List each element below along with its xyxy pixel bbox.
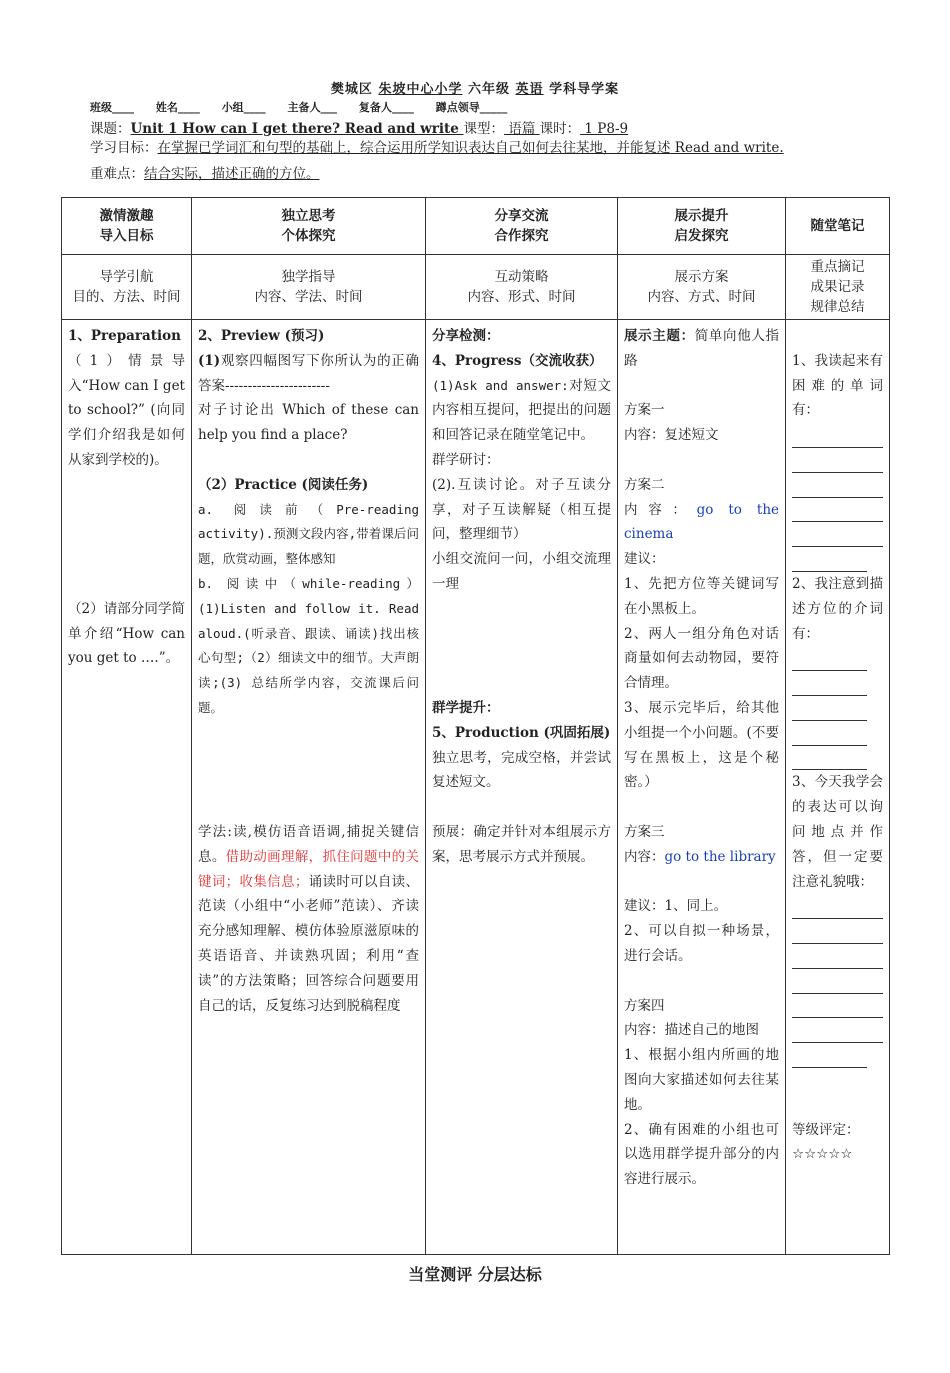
subheader-cell-4: 展示方案 内容、方式、时间 (618, 255, 786, 320)
topic-line: 课题：Unit 1 How can I get there? Read and write 课型： 语篇 课时： 1 P8-9 (90, 121, 629, 137)
meta-group: 小组____ (221, 101, 266, 114)
preparation-column: 1、Preparation （1）情景导入“How can I get to school?” (向同学们介绍我是如何从家到学校的)。 （2）请部分同学简单介绍“How can you get to ….”。 (62, 320, 192, 1255)
header-cell-2: 独立思考 个体探究 (192, 198, 426, 255)
meta-name: 姓名____ (155, 101, 200, 114)
notes-column: 1、我读起来有困难的单词有： 2、我注意到描述方位的介词有： 3、今天我学会的表达可以询问地点并作答，但一定要注意礼貌哦： 等级评定： ☆☆☆☆☆ (786, 320, 890, 1255)
learning-goal: 学习目标：在掌握已学词汇和句型的基础上，综合运用所学知识表达自己如何去往某地，并能复述 Read and write. (90, 140, 784, 156)
rating-stars[interactable]: ☆☆☆☆☆ (792, 1146, 853, 1163)
header-cell-3: 分享交流 合作探究 (426, 198, 618, 255)
section-heading: 当堂测评 分层达标 (408, 1265, 542, 1284)
sharing-column: 分享检测： 4、Progress（交流收获） (1)Ask and answer:对短文内容相互提问，把提出的问题和回答记录在随堂笔记中。 群学研讨： (2).互读讨论。对子互读分享，对子互读解疑（相互提问，整理细节） 小组交流问一问，小组交流理一理 群学提升： 5、Production (巩固拓展) 独立思考，完成空格，并尝试复述短文。 预展：确定并针对本组展示方案，思考展示方式并预展。 (426, 320, 618, 1255)
meta-line (90, 99, 525, 115)
grade-label: 等级评定： (792, 1121, 860, 1138)
subheader-cell-5: 重点摘记 成果记录 规律总结 (786, 255, 890, 320)
note-blank[interactable] (792, 721, 867, 746)
meta-supervisor: 蹲点领导_____ (435, 101, 508, 114)
subheader-cell-1: 导学引航 目的、方法、时间 (62, 255, 192, 320)
note-blank[interactable] (792, 1018, 883, 1043)
preview-column: 2、Preview (预习) (1)观察四幅图写下你所认为的正确答案----------------------- 对子讨论出 Which of these can help you find a place? （2）Practice (阅读任务) a. 阅读前（Pre-reading activity).预测文段内容,带着课后问题，欣赏动画，整体感知 b. 阅读中（while-reading）(1)Listen and follow it. Read aloud.(听录音、跟读、诵读)找出核心句型;（2）细读文中的细节。大声朗读;(3) 总结所学内容，交流课后问题。 学法:读,模仿语音语调,捕捉关键信息。借助动画理解，抓住问题中的关键词；收集信息；诵读时可以自读、范读（小组中“小老师”范读）、齐读充分感知理解、模仿体验原滋原味的英语语音、并读熟巩固；利用“查读”的方法策略；回答综合问题要用自己的话，反复练习达到脱稿程度 (192, 320, 426, 1255)
header-cell-1: 激情激趣 导入目标 (62, 198, 192, 255)
meta-class: 班级____ (90, 101, 134, 114)
note-blank[interactable] (792, 746, 867, 771)
note-blank[interactable] (792, 522, 883, 547)
note-blank[interactable] (792, 969, 883, 994)
key-points: 重难点：结合实际，描述正确的方位。 (90, 166, 320, 182)
header-cell-4: 展示提升 启发探究 (618, 198, 786, 255)
note-blank[interactable] (792, 919, 883, 944)
study-guide-table (61, 197, 890, 1255)
note-blank[interactable] (792, 696, 867, 721)
note-blank[interactable] (792, 1043, 867, 1068)
subheader-cell-3: 互动策略 内容、形式、时间 (426, 255, 618, 320)
document-title: 樊城区 朱坡中心小学 六年级 英语 学科导学案 (330, 82, 620, 97)
note-blank[interactable] (792, 994, 883, 1019)
note-blank[interactable] (792, 423, 883, 448)
subheader-row (62, 255, 890, 320)
header-cell-5: 随堂笔记 (786, 198, 890, 255)
meta-co-preparer: 复备人____ (358, 101, 414, 114)
note-blank[interactable] (792, 498, 883, 523)
content-row (62, 320, 890, 1255)
note-blank[interactable] (792, 944, 883, 969)
note-blank[interactable] (792, 473, 883, 498)
note-blank[interactable] (792, 894, 883, 919)
note-blank[interactable] (792, 671, 867, 696)
header-row (62, 198, 890, 255)
note-blank[interactable] (792, 448, 883, 473)
meta-main-preparer: 主备人___ (287, 101, 338, 114)
note-blank[interactable] (792, 547, 867, 572)
showcase-column: 展示主题：简单向他人指路 方案一 内容：复述短文 方案二 内容：go to the cinema 建议： 1、先把方位等关键词写在小黑板上。 2、两人一组分角色对话商量如何去动物园，要符合情理。 3、展示完毕后，给其他小组提一个小问题。(不要写在黑板上，这是个秘密。） 方案三 内容：go to the library 建议：1、同上。 2、可以自拟一种场景，进行会话。 方案四 内容：描述自己的地图 1、根据小组内所画的地图向大家描述如何去往某地。 2、确有困难的小组也可以选用群学提升部分的内容进行展示。 (618, 320, 786, 1255)
subheader-cell-2: 独学指导 内容、学法、时间 (192, 255, 426, 320)
note-blank[interactable] (792, 646, 867, 671)
